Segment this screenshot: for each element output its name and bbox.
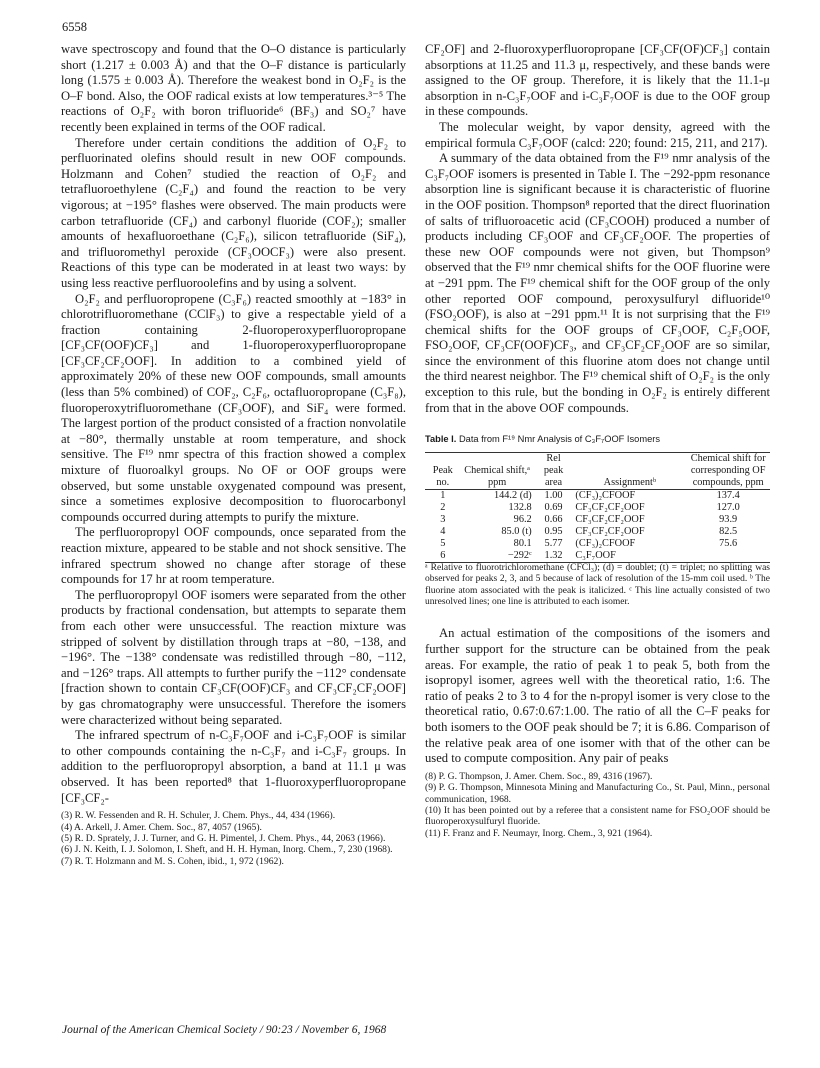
journal-footer: Journal of the American Chemical Society / 90:23 / November 6, 1968 xyxy=(62,1024,387,1036)
table-row xyxy=(425,489,770,502)
cell-corr: 93.9 xyxy=(719,513,738,525)
cell-assignment: (CF₃)₂CFOOF xyxy=(575,489,636,501)
paragraph: The molecular weight, by vapor density, agreed with the empirical formula C₃F₇OOF (calcd: 220; found: 215, 211, and 217). xyxy=(425,119,770,150)
cell-assignment: CF₃CF₂CF₂OOF xyxy=(575,513,645,525)
table-footnotes: ᵃ Relative to fluorotrichloromethane (CFCl₃); (d) = doublet; (t) = triplet; no splitting was observed for peaks 2, 3, and 5 because of lack of resolution of the 15-mm coil used. ᵇ The fluorine atom associated with the peak is italicized. ᶜ This line actually consisted of two unresolved lines; one line is attributed to each isomer. xyxy=(425,562,770,608)
cell-area: 0.95 xyxy=(544,525,563,537)
paragraph: The perfluoropropyl OOF compounds, once separated from the reaction mixture, appeared to be stable and not shock sensitive. The infrared spectrum showed no change after storage of these compounds for 17 hr at room temperature. xyxy=(61,525,406,587)
cell-peak: 1 xyxy=(440,489,446,501)
paragraph: wave spectroscopy and found that the O–O distance is particularly short (1.217 ± 0.003 Å) and that the O–F distance is particularly long (1.575 ± 0.003 Å). Therefore the weakest bond in O₂F₂ is the O–F bond. Also, the OOF radical exists at low temperatures.³⁻⁵ The reactions of O₂F₂ with boron trifluoride⁶ (BF₃) and SO₂⁷ have recently been explained in terms of the OOF radical. xyxy=(61,42,406,134)
header-shift: Chemical shift,ᵃ ppm xyxy=(461,452,534,489)
header-assignment: Assignmentᵇ xyxy=(573,452,686,489)
paragraph: The infrared spectrum of n-C₃F₇OOF and i-C₃F₇OOF is similar to other compounds containing the n-C₃F₇ and i-C₃F₇ groups. In addition to the perfluoropropyl absorption, a band at 11.1 μ was observed. It has been reported⁸ that 1-fluoroxyperfluoropropane [CF₃CF₂- xyxy=(61,728,406,805)
cell-area: 0.69 xyxy=(544,501,563,513)
table-row xyxy=(425,526,770,538)
paragraph: Therefore under certain conditions the addition of O₂F₂ to perfluorinated olefins should result in new OOF compounds. Holzmann and Cohen⁷ studied the reaction of O₂F₂ and tetrafluoroethylene (C₂F₄) and found the reaction to be very vigorous; at −195° flashes were observed. The main products were carbon tetrafluoride (CF₄) and carbonyl fluoride (COF₂); smaller amounts of hexafluoroethane (C₂F₆), silicon tetrafluoride (SiF₄), and trifluoromethyl peroxide (CF₃OOCF₃) were also present. Reactions of this type can be moderated in at least two ways: by using less reactive perfluoroolefins and by using a solvent. xyxy=(61,135,406,290)
cell-area: 5.77 xyxy=(544,537,563,549)
cell-shift: −292ᶜ xyxy=(461,550,534,563)
cell-shift: 96.2 xyxy=(513,513,532,525)
cell-shift: 80.1 xyxy=(513,537,532,549)
reference: (5) R. D. Sprately, J. J. Turner, and G. H. Pimentel, J. Chem. Phys., 44, 2063 (1966). xyxy=(61,832,386,844)
header-peak: Peak no. xyxy=(425,452,461,489)
paragraph: O₂F₂ and perfluoropropene (C₃F₆) reacted smoothly at −183° in chlorotrifluoromethane (CClF₃) to give a respectable yield of a fraction containing 2-fluoroperoxyperfluoropropane [CF₃CF(OOF)CF₃] and 1-fluoroperoxyperfluoropropane [CF₃CF₂CF₂OOF]. In addition to a combined yield of approximately 20% of these new OOF compounds, small amounts (less than 5% combined) of COF₂, C₂F₆, octafluoropropane (C₃F₈), fluoroperoxytrifluoromethane (CF₃OOF), and SiF₄ were formed. The largest portion of the product consisted of a fraction nonvolatile at −80°, thermally unstable at room temperature, and shock sensitive. The F¹⁹ nmr spectra of this fraction showed a complex mixture of fluoroalkyl groups. No OF or OOF groups were observed, but some unstable oxygenated compound was present, since a sometimes explosive decomposition to fluorocarbonyl compounds occurred during attempts to purify the mixture. xyxy=(61,291,406,524)
cell-corr: 137.4 xyxy=(716,489,740,501)
cell-peak: 5 xyxy=(440,537,446,549)
reference: (6) J. N. Keith, I. J. Solomon, I. Sheft, and H. H. Hyman, Inorg. Chem., 7, 230 (1968). xyxy=(61,844,393,856)
reference: (9) P. G. Thompson, Minnesota Mining and Manufacturing Co., St. Paul, Minn., personal communication, 1968. xyxy=(425,782,770,805)
paragraph: The perfluoropropyl OOF isomers were separated from the other products by fractional condensation, but attempts to separate them from each other were unsuccessful. The reaction mixture was stripped of solvent by distillation through traps at −80, −138, and −196°. The −138° condensate was redistilled through −80, −112, and −126° traps. All attempts to further purify the −112° condensate [fraction shown to contain CF₃CF(OOF)CF₃ and CF₃CF₂CF₂OOF] by gas chromatography were unsuccessful. Therefore the isomers were characterized without being separated. xyxy=(61,587,406,727)
cell-peak: 2 xyxy=(440,501,446,513)
table-row xyxy=(425,502,770,514)
reference: (3) R. W. Fessenden and R. H. Schuler, J. Chem. Phys., 44, 434 (1966). xyxy=(61,810,336,822)
cell-area: 0.66 xyxy=(544,513,563,525)
cell-area: 1.00 xyxy=(544,489,563,501)
table-row xyxy=(425,514,770,526)
table-row xyxy=(425,550,770,563)
cell-corr: 127.0 xyxy=(716,501,740,513)
table-label: Table I. xyxy=(425,434,457,445)
cell-shift: 132.8 xyxy=(508,501,532,513)
reference: (8) P. G. Thompson, J. Amer. Chem. Soc., 89, 4316 (1967). xyxy=(425,770,653,782)
paragraph: A summary of the data obtained from the F¹⁹ nmr analysis of the C₃F₇OOF isomers is presented in Table I. The −292-ppm resonance absorption line is significant because it is characteristic of fluorine in the OOF position. Thompson⁸ reported that the direct fluorination of salts of trifluoroacetic acid (CF₃COOH) produced a number of products including CF₃OOF and CF₃CF₂OOF. The properties of these new OOF compounds were not given, but Thompson⁹ observed that the F¹⁹ nmr chemical shifts for the OOF fluorine were at −291 ppm. The F¹⁹ chemical shift for the OOF group of the only other reported OOF compound, peroxysulfuryl difluoride¹⁰ (FSO₂OOF), is also at −291 ppm.¹¹ It is not surprising that the F¹⁹ chemical shifts for the OOF groups of CF₃OOF, C₂F₅OOF, FSO₂OOF, CF₃CF(OOF)CF₃, and CF₃CF₂CF₂OOF are so similar, since the environment of this fluorine atom does not change until the third nearest neighbor. The F¹⁹ chemical shift of O₂F₂ is the only exception to this rule, but the bonding in O₂F₂ is entirely different from that in the above OOF compounds. xyxy=(425,151,770,415)
cell-assignment: CF₃CF₂CF₂OOF xyxy=(575,501,645,513)
paragraph: CF₂OF] and 2-fluoroxyperfluoropropane [CF₃CF(OF)CF₃] contain absorptions at 11.25 and 11.3 μ, respectively, and these bands were assigned to the OF group. Therefore, it is likely that the 11.1-μ absorption in n-C₃F₇OOF and i-C₃F₇OOF is due to the OOF group in these compounds. xyxy=(425,42,770,119)
reference: (4) A. Arkell, J. Amer. Chem. Soc., 87, 4057 (1965). xyxy=(61,821,262,833)
header-area: Rel peak area xyxy=(534,452,574,489)
reference: (11) F. Franz and F. Neumayr, Inorg. Chem., 3, 921 (1964). xyxy=(425,827,653,839)
reference: (7) R. T. Holzmann and M. S. Cohen, ibid., 1, 972 (1962). xyxy=(61,855,284,867)
cell-assignment: C₃F₇OOF xyxy=(573,550,686,563)
cell-peak: 3 xyxy=(440,513,446,525)
cell-assignment: (CF₃)₂CFOOF xyxy=(575,537,636,549)
page-number: 6558 xyxy=(62,20,87,34)
cell-corr: 82.5 xyxy=(719,525,738,537)
cell-corr: 75.6 xyxy=(719,537,738,549)
reference: (10) It has been pointed out by a referee that a consistent name for FSO₂OOF should be fluoroperoxysulfuryl fluoride. xyxy=(425,805,770,828)
cell-corr xyxy=(686,550,770,563)
table-caption xyxy=(425,432,770,448)
right-column xyxy=(425,42,770,839)
cell-peak: 4 xyxy=(440,525,446,537)
cell-shift: 85.0 (t) xyxy=(501,525,532,537)
cell-assignment: CF₃CF₂CF₂OOF xyxy=(575,525,645,537)
left-column xyxy=(61,42,406,867)
table-title: Data from F¹⁹ Nmr Analysis of C₃F₇OOF Isomers xyxy=(458,434,660,445)
cell-shift: 144.2 (d) xyxy=(493,489,532,501)
references-left xyxy=(61,810,406,867)
header-corresponding: Chemical shift for corresponding OF compounds, ppm xyxy=(686,452,770,489)
paragraph: An actual estimation of the compositions of the isomers and further support for the structure can be obtained from the peak areas. For example, the ratio of peak 1 to peak 5, both from the isopropyl isomer, agrees well with the theoretical ratio, 1:6. The ratio of peaks 2 to 3 to 4 for the n-propyl isomer is very close to the theoretical ratio, 0.67:0.67:1.00. The ratio of all the C–F peaks for both isomers to the OOF peak should be 7; it is 6.86. Comparison of the relative peak area of one isomer with that of the other can be used to compute composition. Any pair of peaks xyxy=(425,626,770,766)
cell-peak: 6 xyxy=(425,550,461,563)
references-right xyxy=(425,771,770,839)
cell-area: 1.32 xyxy=(534,550,574,563)
nmr-data-table xyxy=(425,452,770,563)
table-row xyxy=(425,538,770,550)
